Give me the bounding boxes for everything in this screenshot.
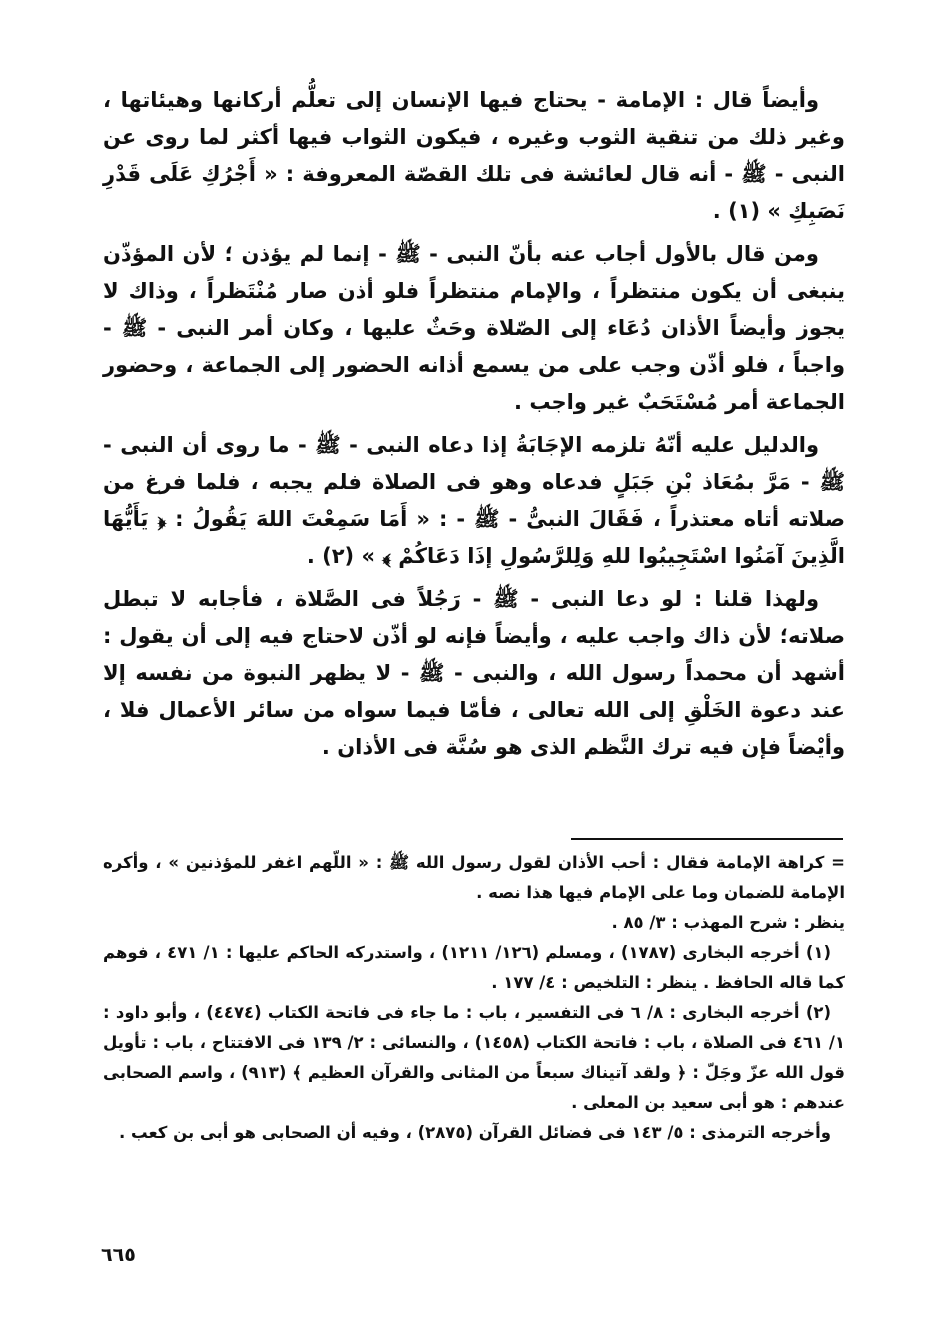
footnotes [103,848,845,1148]
main-text [103,82,845,772]
footnote-continuation: = كراهة الإمامة فقال : أحب الأذان لقول رسول الله ﷺ : « اللّهم اغفر للمؤذنين » ، وأكره الإمامة للضمان وما على الإمام فيها هذا نصه . [103,853,845,902]
paragraph-1: وأيضاً قال : الإمامة - يحتاج فيها الإنسان إلى تعلُّم أركانها وهيئاتها ، وغير ذلك من تنقية الثوب وغيره ، فيكون الثواب فيها أكثر لما روى عن النبى - ﷺ - أنه قال لعائشة فى تلك القصّة المعروفة : « أَجْرُكِ عَلَى قَدْرِ نَصَبِكِ » (١) . [103,88,845,223]
paragraph-4: ولهذا قلنا : لو دعا النبى - ﷺ - رَجُلاً فى الصَّلاة ، فأجابه لا تبطل صلاته؛ لأن ذاك واجب عليه ، وأيضاً فإنه لو أذّن لاحتاج فيه إلى أن يقول : أشهد أن محمداً رسول الله ، والنبى - ﷺ - لا يظهر النبوة من نفسه إلا عند دعوة الخَلْقِ إلى الله تعالى ، فأمّا فيما سواه من سائر الأعمال فلا ، وأيْضاً فإن فيه ترك النَّظم الذى هو سُنَّة فى الأذان . [103,587,845,759]
footnote-separator [571,838,843,840]
footnote-reference: ينظر : شرح المهذب : ٣/ ٨٥ . [611,913,845,932]
page-number: ٦٦٥ [101,1244,136,1266]
paragraph-2: ومن قال بالأول أجاب عنه بأنّ النبى - ﷺ - إنما لم يؤذن ؛ لأن المؤذّن ينبغى أن يكون منتظراً ، والإمام منتظراً فلو أذن صار مُنْتَظراً ، وذاك لا يجوز وأيضاً الأذان دُعَاء إلى الصّلاة وحَثٌ عليها ، وكان أمر النبى - ﷺ - واجباً ، فلو أذّن وجب على من يسمع أذانه الحضور إلى الجماعة ، وحضور الجماعة أمر مُسْتَحَبٌ غير واجب . [103,242,845,414]
footnote-2-continued: وأخرجه الترمذى : ٥/ ١٤٣ فى فضائل القرآن (٢٨٧٥) ، وفيه أن الصحابى هو أبى بن كعب . [119,1123,831,1142]
footnote-2: (٢) أخرجه البخارى : ٨/ ٦ فى التفسير ، باب : ما جاء فى فاتحة الكتاب (٤٤٧٤) ، وأبو داود : ١/ ٤٦١ فى الصلاة ، باب : فاتحة الكتاب (١٤٥٨) ، والنسائى : ٢/ ١٣٩ فى الافتتاح ، باب : تأويل قول الله عزّ وجَلّ : ﴿ ولقد آتيناك سبعاً من المثانى والقرآن العظيم ﴾ (٩١٣) ، واسم الصحابى عندهم : هو أبى سعيد بن المعلى . [103,1003,845,1112]
footnote-1: (١) أخرجه البخارى (١٧٨٧) ، ومسلم (١٢٦/ ١٢١١) ، واستدركه الحاكم عليها : ١/ ٤٧١ ، فوهم كما قاله الحافظ . ينظر : التلخيص : ٤/ ١٧٧ . [103,943,845,992]
paragraph-3: والدليل عليه أنّهُ تلزمه الإجَابَةُ إذا دعاه النبى - ﷺ - ما روى أن النبى - ﷺ - مَرَّ بمُعَاذ بْنِ جَبَلٍ فدعاه وهو فى الصلاة فلم يجبه ، فلما فرغ من صلاته أتاه معتذراً ، فَقَالَ النبىُّ - ﷺ - : « أَمَا سَمِعْتَ اللهَ يَقُولُ : ﴿ يَأَيُّهَا الَّذِينَ آمَنُوا اسْتَجِيبُوا للهِ وَلِلرَّسُولِ إذَا دَعَاكُمْ ﴾ » (٢) . [103,433,845,568]
